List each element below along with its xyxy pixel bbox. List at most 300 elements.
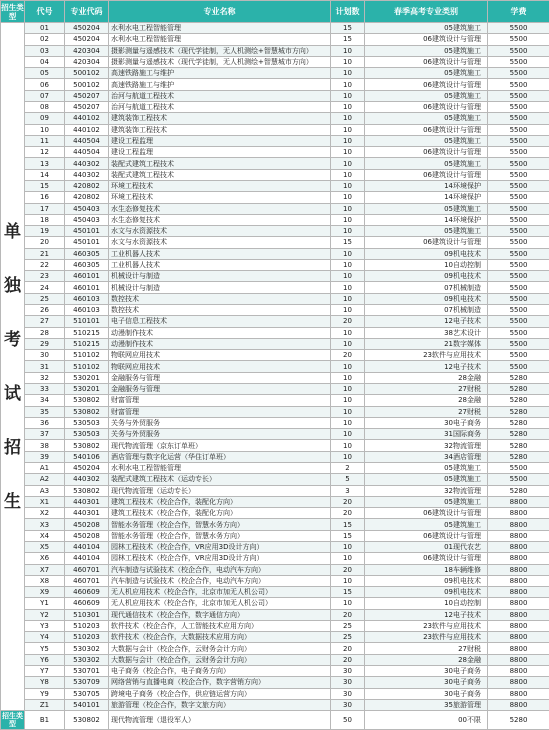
plan-count-cell: 10	[331, 406, 365, 417]
exam-category-cell: 06建筑设计与管理	[365, 56, 488, 67]
tuition-cell: 5500	[488, 474, 549, 485]
tuition-cell: 8800	[488, 643, 549, 654]
exam-category-cell: 31国际商务	[365, 429, 488, 440]
major-name-cell: 水文与水资源技术	[109, 237, 331, 248]
exam-category-cell: 18车辆维修	[365, 564, 488, 575]
plan-count-cell: 15	[331, 530, 365, 541]
plan-count-cell: 10	[331, 226, 365, 237]
table-row	[1, 293, 549, 304]
major-code-cell: 460305	[65, 248, 109, 259]
code-cell: X8	[25, 575, 65, 586]
exam-category-cell: 12电子技术	[365, 361, 488, 372]
table-row	[1, 688, 549, 699]
code-cell: X6	[25, 553, 65, 564]
major-code-cell: 460701	[65, 564, 109, 575]
major-name-cell: 关务与外贸服务	[109, 417, 331, 428]
code-cell: X5	[25, 541, 65, 552]
code-cell: Y1	[25, 598, 65, 609]
exam-category-cell: 05建筑施工	[365, 474, 488, 485]
major-name-cell: 软件技术（校企合作，大数据技术应用方向）	[109, 632, 331, 643]
code-cell: 30	[25, 350, 65, 361]
major-name-cell: 物联网应用技术	[109, 350, 331, 361]
code-cell: Y5	[25, 643, 65, 654]
major-name-cell: 工业机器人技术	[109, 259, 331, 270]
tuition-cell: 8800	[488, 666, 549, 677]
tuition-cell: 5500	[488, 180, 549, 191]
major-name-cell: 机械设计与制造	[109, 271, 331, 282]
major-name-cell: 治河与航道工程技术	[109, 101, 331, 112]
major-name-cell: 现代物流管理（京东订单班）	[109, 440, 331, 451]
exam-category-cell: 14环境保护	[365, 192, 488, 203]
plan-count-cell: 10	[331, 575, 365, 586]
tuition-cell: 5280	[488, 440, 549, 451]
major-name-cell: 动漫制作技术	[109, 338, 331, 349]
major-name-cell: 建筑工程技术（校企合作，装配化方向）	[109, 508, 331, 519]
header-plan-count: 计划数	[331, 1, 365, 23]
tuition-cell: 5500	[488, 101, 549, 112]
exam-category-cell: 35旅游管理	[365, 699, 488, 710]
header-code: 代号	[25, 1, 65, 23]
exam-category-cell: 06建筑设计与管理	[365, 530, 488, 541]
major-name-cell: 财富管理	[109, 395, 331, 406]
plan-count-cell: 30	[331, 699, 365, 710]
plan-count-cell: 15	[331, 23, 365, 34]
plan-count-cell: 20	[331, 508, 365, 519]
major-name-cell: 关务与外贸服务	[109, 429, 331, 440]
tuition-cell: 5280	[488, 384, 549, 395]
plan-count-cell: 3	[331, 485, 365, 496]
plan-count-cell: 10	[331, 90, 365, 101]
tuition-cell: 8800	[488, 620, 549, 631]
tuition-cell: 8800	[488, 496, 549, 507]
code-cell: 37	[25, 429, 65, 440]
major-code-cell: 450204	[65, 23, 109, 34]
tuition-cell: 5500	[488, 68, 549, 79]
major-name-cell: 动漫制作技术	[109, 327, 331, 338]
plan-count-cell: 10	[331, 361, 365, 372]
tuition-cell: 8800	[488, 508, 549, 519]
major-name-cell: 汽车制造与试验技术（校企合作，电动汽车方向）	[109, 575, 331, 586]
major-name-cell: 机械设计与制造	[109, 282, 331, 293]
major-name-cell: 财富管理	[109, 406, 331, 417]
plan-count-cell: 10	[331, 372, 365, 383]
exam-category-cell: 30电子商务	[365, 688, 488, 699]
major-code-cell: 530705	[65, 688, 109, 699]
table-row	[1, 474, 549, 485]
header-enrollment-type: 招生类型	[1, 2, 24, 21]
major-name-cell: 软件技术（校企合作，人工智能技术应用方向）	[109, 620, 331, 631]
table-row	[1, 564, 549, 575]
major-code-cell: 460609	[65, 598, 109, 609]
tuition-cell: 5280	[488, 417, 549, 428]
plan-count-cell: 10	[331, 79, 365, 90]
plan-count-cell: 10	[331, 113, 365, 124]
tuition-cell: 5280	[488, 485, 549, 496]
table-row	[1, 68, 549, 79]
code-cell: 03	[25, 45, 65, 56]
plan-count-cell: 10	[331, 440, 365, 451]
table-row	[1, 23, 549, 34]
plan-count-cell: 30	[331, 666, 365, 677]
major-code-cell: 420304	[65, 56, 109, 67]
major-code-cell: 530302	[65, 643, 109, 654]
footer-enrollment-type: 招生类型	[2, 712, 23, 729]
plan-count-cell: 20	[331, 654, 365, 665]
code-cell: 31	[25, 361, 65, 372]
tuition-cell: 5500	[488, 305, 549, 316]
table-row	[1, 124, 549, 135]
tuition-cell: 8800	[488, 564, 549, 575]
code-cell: 16	[25, 192, 65, 203]
code-cell: 19	[25, 226, 65, 237]
major-code-cell: 530503	[65, 417, 109, 428]
plan-count-cell: 10	[331, 327, 365, 338]
code-cell: 11	[25, 135, 65, 146]
table-row	[1, 169, 549, 180]
major-name-cell: 装配式建筑工程技术	[109, 169, 331, 180]
exam-category-cell: 32物流管理	[365, 485, 488, 496]
major-code-cell: 440504	[65, 147, 109, 158]
table-row	[1, 384, 549, 395]
table-row	[1, 519, 549, 530]
table-row	[1, 541, 549, 552]
code-cell: 29	[25, 338, 65, 349]
header-row	[1, 1, 549, 23]
enrollment-type-char: 生	[4, 491, 21, 512]
code-cell: B1	[25, 711, 65, 730]
table-row	[1, 113, 549, 124]
tuition-cell: 5500	[488, 237, 549, 248]
table-row	[1, 451, 549, 462]
major-name-cell: 水利水电工程智能管理	[109, 34, 331, 45]
plan-count-cell: 15	[331, 237, 365, 248]
table-row	[1, 598, 549, 609]
code-cell: X4	[25, 530, 65, 541]
exam-category-cell: 10自动控制	[365, 259, 488, 270]
code-cell: 22	[25, 259, 65, 270]
major-code-cell: 460103	[65, 293, 109, 304]
major-code-cell: 440301	[65, 508, 109, 519]
code-cell: Y6	[25, 654, 65, 665]
code-cell: 17	[25, 203, 65, 214]
exam-category-cell: 30电子商务	[365, 677, 488, 688]
major-code-cell: 450208	[65, 530, 109, 541]
table-row	[1, 350, 549, 361]
major-name-cell: 网络营销与直播电商（校企合作，数字营销方向）	[109, 677, 331, 688]
exam-category-cell: 09机电技术	[365, 248, 488, 259]
plan-count-cell: 10	[331, 248, 365, 259]
tuition-cell: 5500	[488, 338, 549, 349]
table-row	[1, 395, 549, 406]
major-code-cell: 460103	[65, 305, 109, 316]
major-name-cell: 水生态修复技术	[109, 203, 331, 214]
code-cell: 06	[25, 79, 65, 90]
major-name-cell: 大数据与会计（校企合作，云财务会计方向）	[109, 654, 331, 665]
code-cell: Z1	[25, 699, 65, 710]
tuition-cell: 5500	[488, 361, 549, 372]
tuition-cell: 5280	[488, 406, 549, 417]
exam-category-cell: 06建筑设计与管理	[365, 237, 488, 248]
plan-count-cell: 20	[331, 496, 365, 507]
exam-category-cell: 28金融	[365, 654, 488, 665]
exam-category-cell: 09机电技术	[365, 271, 488, 282]
code-cell: 08	[25, 101, 65, 112]
table-row	[1, 485, 549, 496]
code-cell: X9	[25, 587, 65, 598]
enrollment-type-char: 试	[4, 383, 21, 404]
tuition-cell: 8800	[488, 519, 549, 530]
major-code-cell: 530201	[65, 372, 109, 383]
tuition-cell: 5280	[488, 395, 549, 406]
major-name-cell: 建筑装饰工程技术	[109, 124, 331, 135]
code-cell: A2	[25, 474, 65, 485]
exam-category-cell: 34酒店管理	[365, 451, 488, 462]
code-cell: X2	[25, 508, 65, 519]
tuition-cell: 8800	[488, 632, 549, 643]
major-code-cell: 440302	[65, 474, 109, 485]
table-row	[1, 101, 549, 112]
major-code-cell: 510215	[65, 338, 109, 349]
tuition-cell: 5280	[488, 372, 549, 383]
code-cell: Y3	[25, 620, 65, 631]
code-cell: 39	[25, 451, 65, 462]
table-row	[1, 508, 549, 519]
enrollment-type-char: 招	[4, 437, 21, 458]
table-row	[1, 305, 549, 316]
exam-category-cell: 06建筑设计与管理	[365, 79, 488, 90]
exam-category-cell: 32物流管理	[365, 440, 488, 451]
major-code-cell: 510102	[65, 350, 109, 361]
tuition-cell: 5500	[488, 192, 549, 203]
major-name-cell: 园林工程技术（校企合作，VR应用3D设计方向）	[109, 553, 331, 564]
major-code-cell: 460305	[65, 259, 109, 270]
tuition-cell: 5500	[488, 56, 549, 67]
plan-count-cell: 25	[331, 620, 365, 631]
major-name-cell: 水利水电工程智能管理	[109, 462, 331, 473]
major-name-cell: 现代物流管理（运动专长）	[109, 485, 331, 496]
exam-category-cell: 12电子技术	[365, 316, 488, 327]
major-name-cell: 无人机应用技术（校企合作，北京市加无人机公司）	[109, 598, 331, 609]
tuition-cell: 5280	[488, 451, 549, 462]
tuition-cell: 5500	[488, 169, 549, 180]
plan-count-cell: 10	[331, 395, 365, 406]
exam-category-cell: 23软件与应用技术	[365, 350, 488, 361]
plan-count-cell: 10	[331, 45, 365, 56]
tuition-cell: 5500	[488, 45, 549, 56]
major-code-cell: 440504	[65, 135, 109, 146]
code-cell: 15	[25, 180, 65, 191]
major-name-cell: 水利水电工程智能管理	[109, 23, 331, 34]
code-cell: 21	[25, 248, 65, 259]
code-cell: X3	[25, 519, 65, 530]
enrollment-type-char: 考	[4, 329, 21, 350]
tuition-cell: 8800	[488, 575, 549, 586]
table-row	[1, 553, 549, 564]
table-body	[1, 23, 549, 730]
major-code-cell: 530503	[65, 429, 109, 440]
major-name-cell: 建筑工程技术（校企合作，装配化方向）	[109, 496, 331, 507]
code-cell: X1	[25, 496, 65, 507]
table-row	[1, 632, 549, 643]
exam-category-cell: 27财税	[365, 406, 488, 417]
code-cell: 26	[25, 305, 65, 316]
table-row	[1, 327, 549, 338]
major-code-cell: 460701	[65, 575, 109, 586]
major-name-cell: 酒店管理与数字化运营（华住订单班）	[109, 451, 331, 462]
plan-count-cell: 10	[331, 56, 365, 67]
plan-count-cell: 10	[331, 68, 365, 79]
major-code-cell: 450204	[65, 34, 109, 45]
tuition-cell: 5500	[488, 147, 549, 158]
table-row	[1, 158, 549, 169]
plan-count-cell: 10	[331, 451, 365, 462]
exam-category-cell: 06建筑设计与管理	[365, 169, 488, 180]
table-row	[1, 440, 549, 451]
major-code-cell: 510203	[65, 620, 109, 631]
exam-category-cell: 23软件与应用技术	[365, 632, 488, 643]
plan-count-cell: 25	[331, 632, 365, 643]
table-row	[1, 666, 549, 677]
major-code-cell: 460609	[65, 587, 109, 598]
major-code-cell: 440301	[65, 496, 109, 507]
tuition-cell: 5500	[488, 34, 549, 45]
table-row	[1, 214, 549, 225]
major-name-cell: 数控技术	[109, 305, 331, 316]
major-code-cell: 530701	[65, 666, 109, 677]
tuition-cell: 5500	[488, 282, 549, 293]
tuition-cell: 5500	[488, 327, 549, 338]
major-code-cell: 450208	[65, 519, 109, 530]
plan-count-cell: 10	[331, 541, 365, 552]
tuition-cell: 5500	[488, 271, 549, 282]
exam-category-cell: 09机电技术	[365, 293, 488, 304]
major-name-cell: 环境工程技术	[109, 180, 331, 191]
code-cell: Y2	[25, 609, 65, 620]
major-name-cell: 装配式建筑工程技术（运动专长）	[109, 474, 331, 485]
plan-count-cell: 10	[331, 429, 365, 440]
tuition-cell: 8800	[488, 688, 549, 699]
code-cell: A1	[25, 462, 65, 473]
tuition-cell: 5280	[488, 711, 549, 730]
plan-count-cell: 10	[331, 338, 365, 349]
tuition-cell: 5500	[488, 350, 549, 361]
table-row	[1, 90, 549, 101]
table-row	[1, 496, 549, 507]
table-row	[1, 711, 549, 730]
header-major-name: 专业名称	[109, 1, 331, 23]
tuition-cell: 5500	[488, 124, 549, 135]
exam-category-cell: 12电子技术	[365, 609, 488, 620]
code-cell: X7	[25, 564, 65, 575]
tuition-cell: 5500	[488, 79, 549, 90]
major-name-cell: 建设工程监理	[109, 135, 331, 146]
exam-category-cell: 06建筑设计与管理	[365, 147, 488, 158]
table-row	[1, 429, 549, 440]
code-cell: 28	[25, 327, 65, 338]
major-name-cell: 建筑装饰工程技术	[109, 113, 331, 124]
major-name-cell: 物联网应用技术	[109, 361, 331, 372]
tuition-cell: 5500	[488, 135, 549, 146]
table-row	[1, 530, 549, 541]
table-row	[1, 372, 549, 383]
major-code-cell: 500102	[65, 79, 109, 90]
code-cell: 14	[25, 169, 65, 180]
enrollment-type-cell	[1, 23, 25, 711]
enrollment-type-char: 单	[4, 221, 21, 242]
major-code-cell: 440102	[65, 124, 109, 135]
table-row	[1, 192, 549, 203]
code-cell: 18	[25, 214, 65, 225]
plan-count-cell: 2	[331, 462, 365, 473]
table-row	[1, 226, 549, 237]
exam-category-cell: 05建筑施工	[365, 45, 488, 56]
exam-category-cell: 01现代农艺	[365, 541, 488, 552]
table-row	[1, 147, 549, 158]
tuition-cell: 5280	[488, 429, 549, 440]
exam-category-cell: 30电子商务	[365, 666, 488, 677]
exam-category-cell: 28金融	[365, 395, 488, 406]
code-cell: 24	[25, 282, 65, 293]
exam-category-cell: 05建筑施工	[365, 203, 488, 214]
major-name-cell: 环境工程技术	[109, 192, 331, 203]
major-code-cell: 420802	[65, 180, 109, 191]
plan-count-cell: 10	[331, 147, 365, 158]
major-code-cell: 510102	[65, 361, 109, 372]
major-code-cell: 460101	[65, 271, 109, 282]
plan-count-cell: 20	[331, 609, 365, 620]
plan-count-cell: 20	[331, 564, 365, 575]
code-cell: 23	[25, 271, 65, 282]
table-row	[1, 79, 549, 90]
code-cell: Y7	[25, 666, 65, 677]
tuition-cell: 8800	[488, 598, 549, 609]
major-code-cell: 450403	[65, 203, 109, 214]
major-name-cell: 电子信息工程技术	[109, 316, 331, 327]
table-row	[1, 643, 549, 654]
plan-count-cell: 10	[331, 124, 365, 135]
exam-category-cell: 05建筑施工	[365, 68, 488, 79]
table-row	[1, 248, 549, 259]
major-code-cell: 530201	[65, 384, 109, 395]
plan-count-cell: 10	[331, 169, 365, 180]
exam-category-cell: 38艺术设计	[365, 327, 488, 338]
tuition-cell: 5500	[488, 158, 549, 169]
plan-count-cell: 10	[331, 135, 365, 146]
table-row	[1, 677, 549, 688]
tuition-cell: 5500	[488, 226, 549, 237]
plan-count-cell: 50	[331, 711, 365, 730]
major-code-cell: 540106	[65, 451, 109, 462]
table-row	[1, 338, 549, 349]
major-name-cell: 治河与航道工程技术	[109, 90, 331, 101]
major-code-cell: 510203	[65, 632, 109, 643]
enrollment-type-char: 独	[4, 275, 21, 296]
enrollment-type-label	[1, 223, 24, 511]
code-cell: Y9	[25, 688, 65, 699]
plan-count-cell: 15	[331, 519, 365, 530]
major-name-cell: 现代通信技术（校企合作，数字通信方向）	[109, 609, 331, 620]
table-row	[1, 361, 549, 372]
major-code-cell: 530802	[65, 440, 109, 451]
plan-count-cell: 5	[331, 474, 365, 485]
plan-count-cell: 10	[331, 214, 365, 225]
plan-count-cell: 15	[331, 34, 365, 45]
plan-count-cell: 10	[331, 271, 365, 282]
exam-category-cell: 27财税	[365, 384, 488, 395]
table-row	[1, 34, 549, 45]
major-code-cell: 440104	[65, 553, 109, 564]
major-code-cell: 450207	[65, 90, 109, 101]
